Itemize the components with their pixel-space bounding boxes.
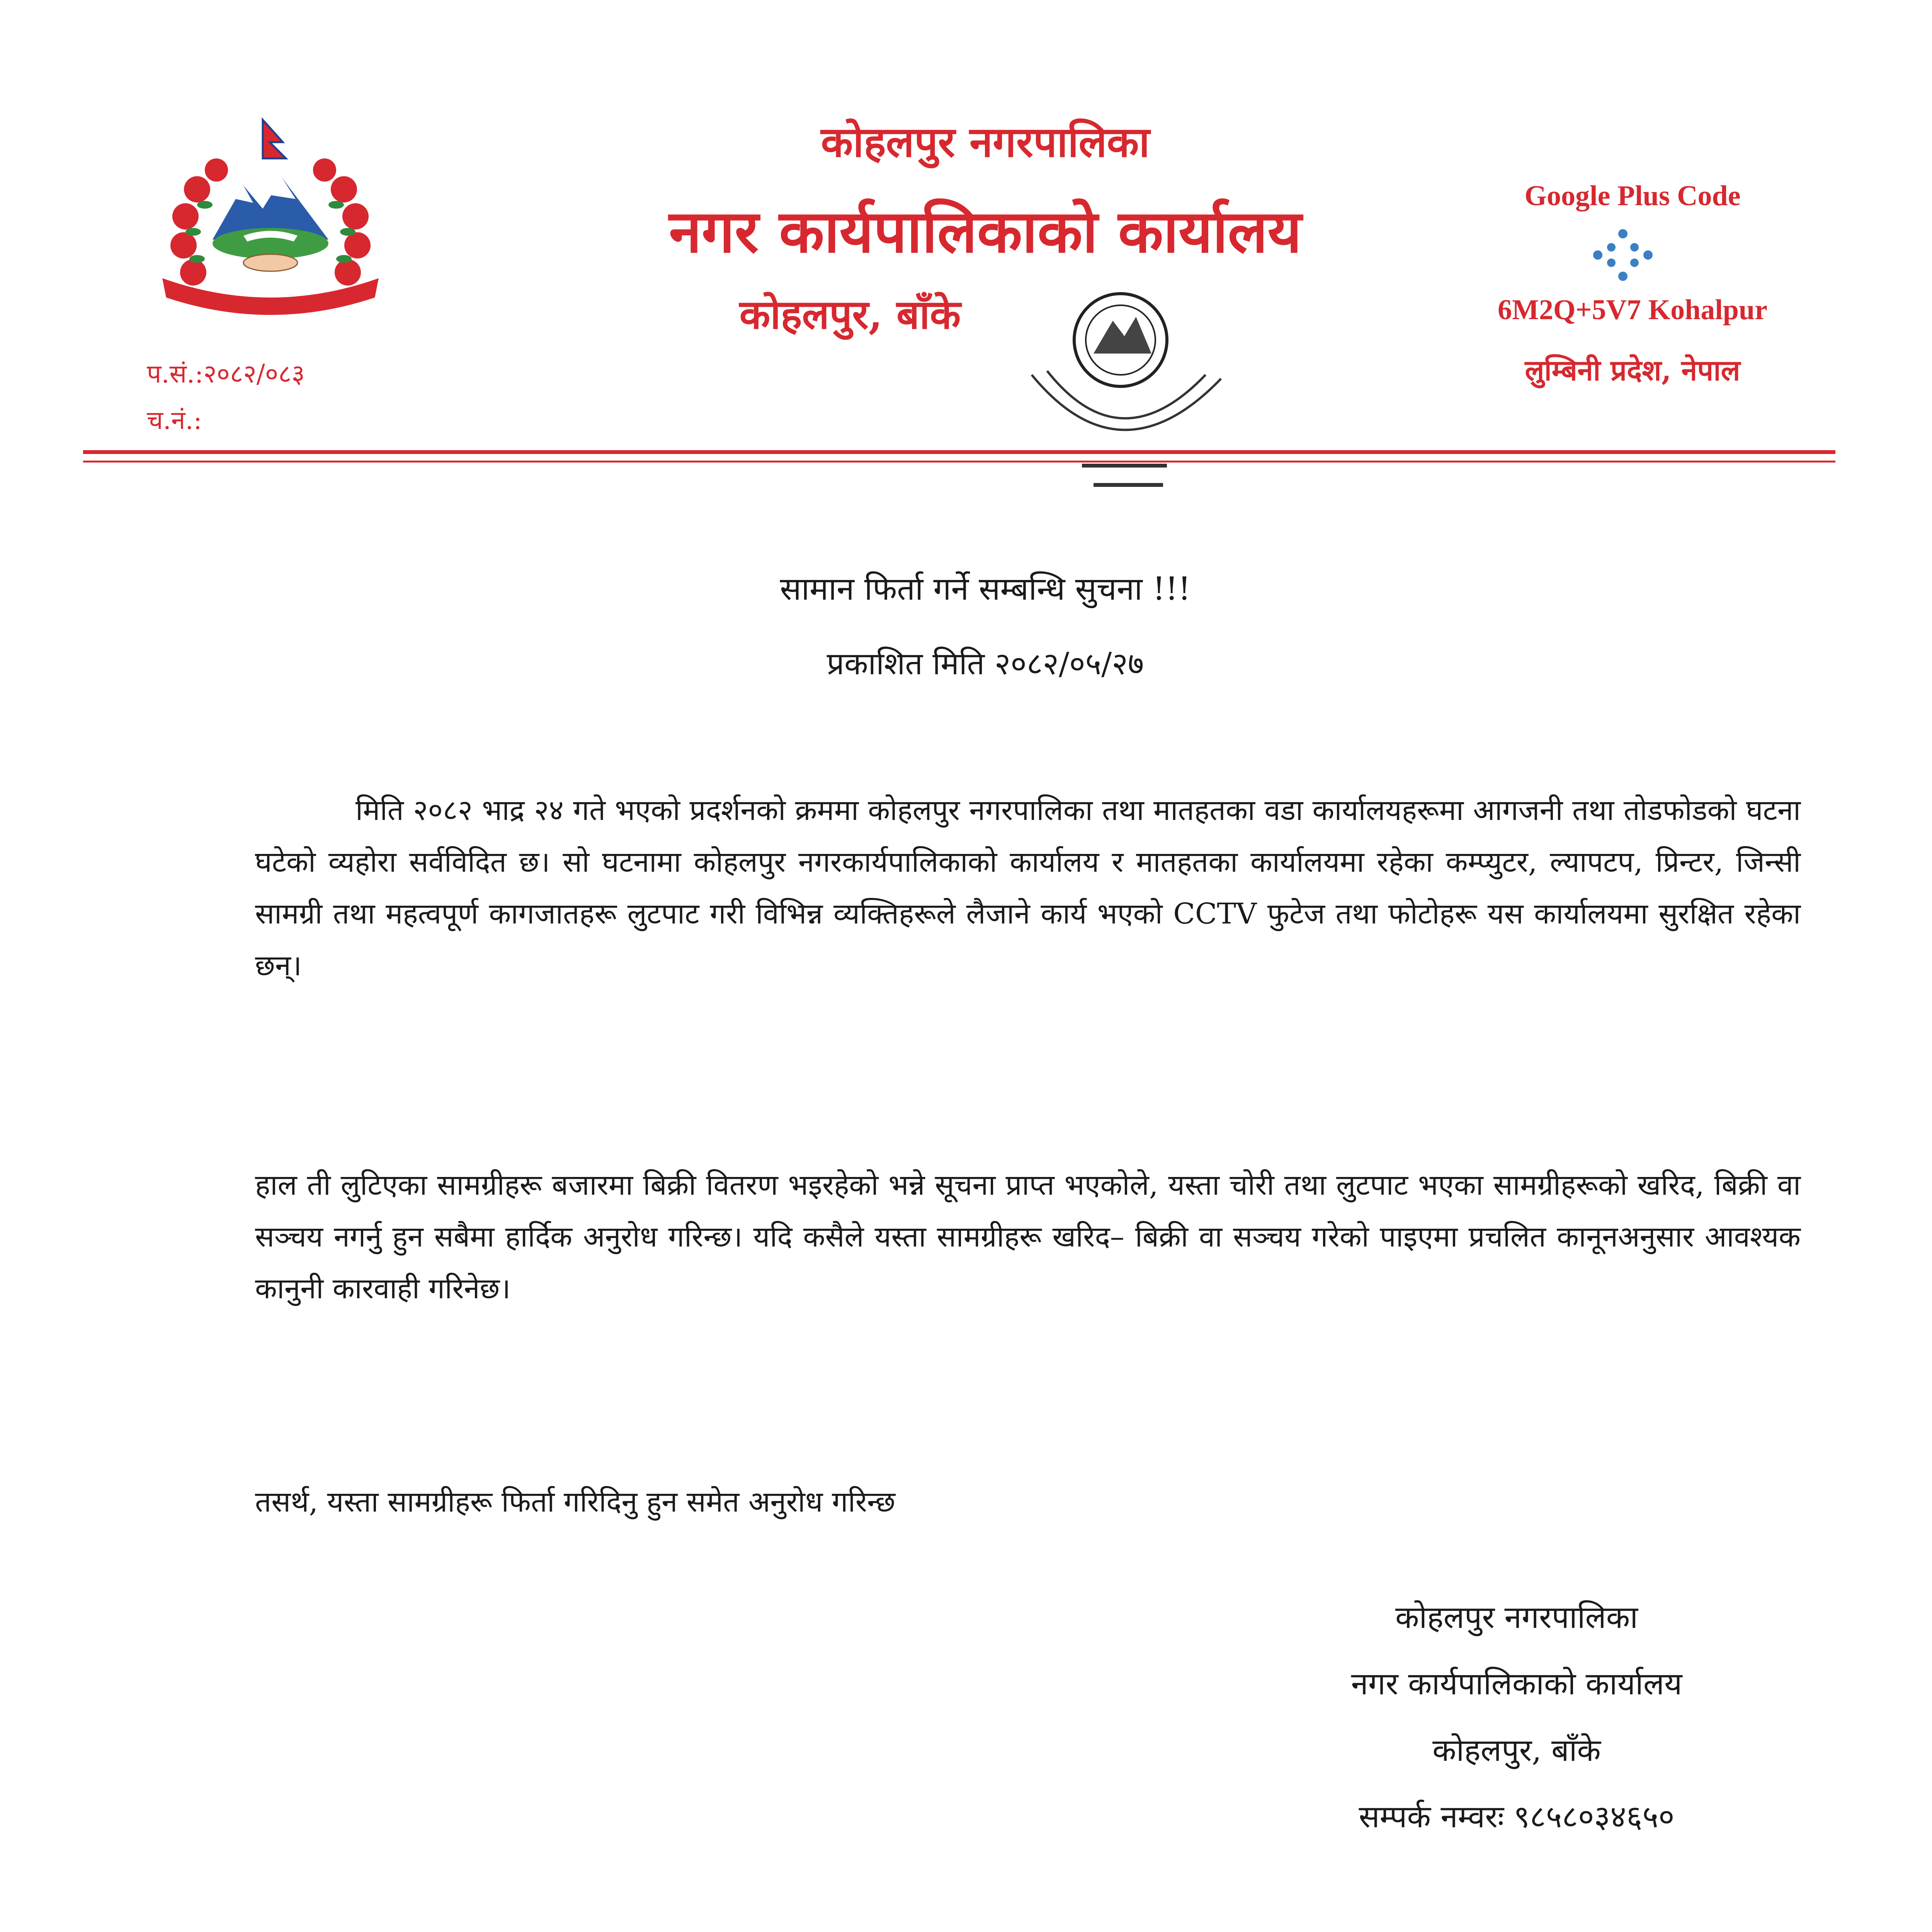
published-date: प्रकाशित मिति २०८२/०५/२७ — [827, 646, 1144, 682]
signature-municipality: कोहलपुर नगरपालिका — [1395, 1599, 1638, 1635]
office-name: नगर कार्यपालिकाको कार्यालय — [669, 197, 1302, 266]
plus-code-label: Google Plus Code — [1524, 180, 1741, 212]
notice-paragraph-2: हाल ती लुटिएका सामग्रीहरू बजारमा बिक्री वितरण भइरहेको भन्ने सूचना प्राप्त भएकोले, यस्ता चोरी तथा लुटपाट भएका सामग्रीहरूको खरिद, बिक्री वा सञ्चय नगर्नु हुन सबैमा हार्दिक अनुरोध गरिन्छ। यदि कसैले यस्ता सामग्रीहरू खरिद– बिक्री वा सञ्चय गरेको पाइएमा प्रचलित कानूनअनुसार आवश्यक कानुनी कारवाही गरिनेछ। — [255, 1168, 1801, 1305]
header-divider — [83, 450, 1835, 454]
office-location: कोहलपुर, बाँके — [739, 291, 961, 338]
municipality-name: कोहलपुर नगरपालिका — [821, 118, 1150, 167]
signature-block — [1236, 1584, 1797, 1850]
signature-office: नगर कार्यपालिकाको कार्यालय — [1351, 1666, 1682, 1702]
province-name: लुम्बिनी प्रदेश, नेपाल — [1525, 354, 1740, 387]
plus-code-icon — [1590, 226, 1656, 284]
plus-code: 6M2Q+5V7 Kohalpur — [1498, 294, 1767, 326]
reference-number: प.सं.:२०८२/०८३ — [147, 359, 305, 389]
signature-location: कोहलपुर, बाँके — [1432, 1732, 1601, 1768]
notice-paragraph-3: तसर्थ, यस्ता सामग्रीहरू फिर्ता गरिदिनु हुन समेत अनुरोध गरिन्छ — [255, 1485, 896, 1519]
office-seal-icon — [1005, 282, 1244, 506]
notice-paragraph-1: मिति २०८२ भाद्र २४ गते भएको प्रदर्शनको क्रममा कोहलपुर नगरपालिका तथा मातहतका वडा कार्यालयहरूमा आगजनी तथा तोडफोडको घटना घटेको व्यहोरा सर्वविदित छ। सो घटनामा कोहलपुर नगरकार्यपालिकाको कार्यालय र मातहतका कार्यालयमा रहेका कम्प्युटर, ल्यापटप, प्रिन्टर, जिन्सी सामग्री तथा महत्वपूर्ण कागजातहरू लुटपाट गरी विभिन्न व्यक्तिहरूले लैजाने कार्य भएको CCTV फुटेज तथा फोटोहरू यस कार्यालयमा सुरक्षित रहेका छन्। — [255, 794, 1801, 982]
dispatch-number: च.नं.: — [147, 405, 202, 435]
header-divider-thin — [83, 461, 1835, 463]
notice-title: सामान फिर्ता गर्ने सम्बन्धि सुचना !!! — [780, 571, 1191, 607]
signature-contact: सम्पर्क नम्वरः ९८५८०३४६५० — [1359, 1799, 1675, 1835]
